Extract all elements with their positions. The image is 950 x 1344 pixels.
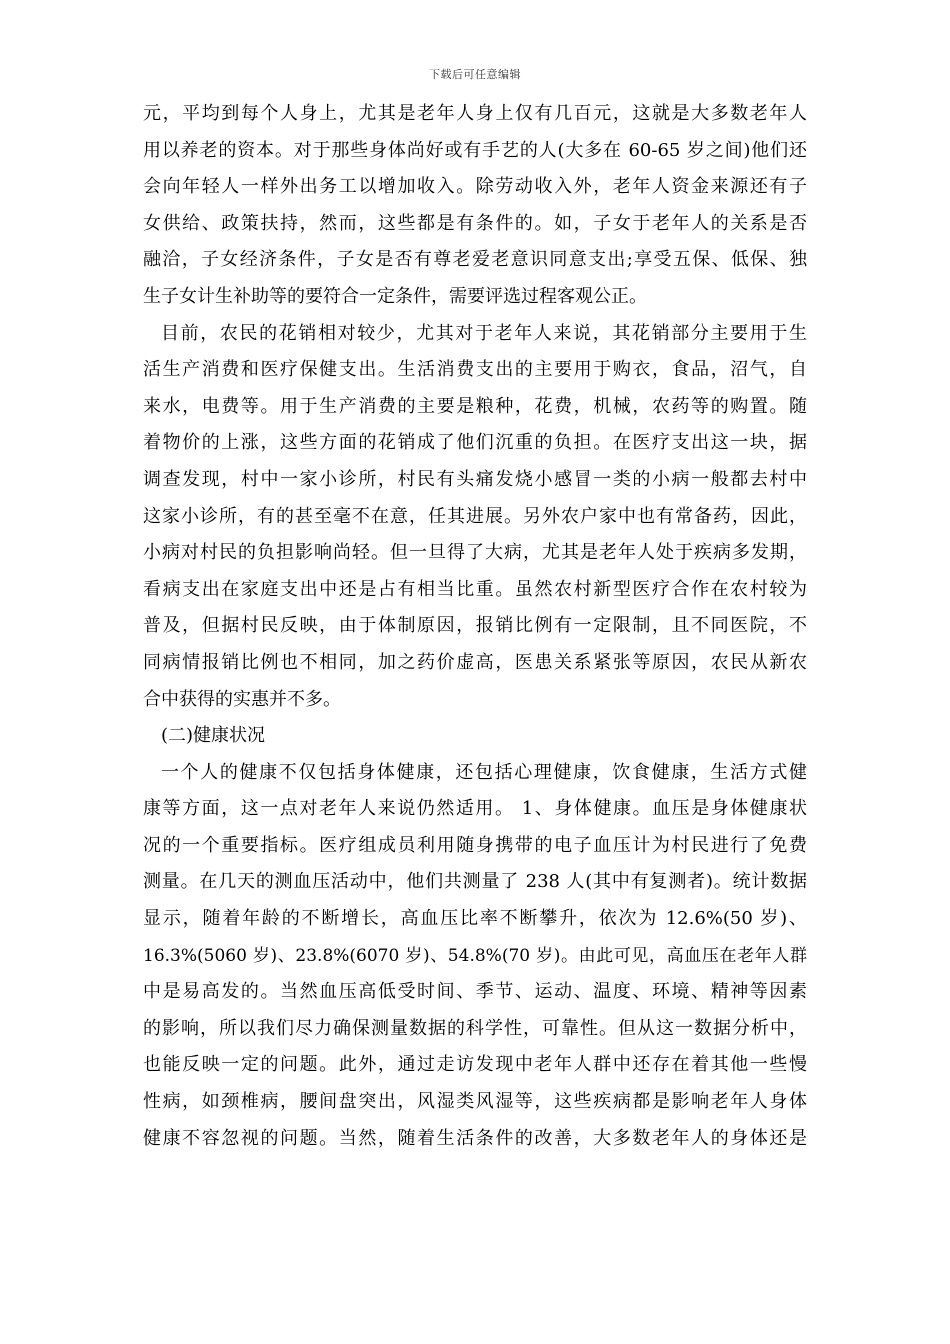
text-line: 16.3%(5060 岁)、23.8%(6070 岁)、54.8%(70 岁)。由此可见，高血压在老年人群 (143, 945, 807, 966)
text-line: 元，平均到每个人身上，尤其是老年人身上仅有几百元，这就是大多数老年人 (143, 103, 807, 124)
text-line: 目前，农民的花销相对较少，尤其对于老年人来说，其花销部分主要用于生 (161, 322, 807, 344)
text-line: 显示，随着年龄的不断增长，高血压比率不断攀升，依次为 12.6%(50 岁)、 (143, 908, 807, 930)
text-line: 着物价的上涨，这些方面的花销成了他们沉重的负担。在医疗支出这一块，据 (143, 432, 807, 454)
text-line: 这家小诊所，有的甚至毫不在意，任其进展。另外农户家中也有常备药，因此， (143, 505, 807, 527)
text-line: 调查发现，村中一家小诊所，村民有头痛发烧小感冒一类的小病一般都去村中 (143, 468, 807, 490)
text-line: 性病，如颈椎病，腰间盘突出，风湿类风湿等，这些疾病都是影响老年人身体 (143, 1091, 807, 1113)
text-line: 活生产消费和医疗保健支出。生活消费支出的主要用于购衣，食品，沼气，自 (143, 359, 807, 381)
text-line: 一个人的健康不仅包括身体健康，还包括心理健康，饮食健康，生活方式健 (161, 761, 807, 783)
text-line: 用以养老的资本。对于那些身体尚好或有手艺的人(大多在 60-65 岁之间)他们还 (143, 139, 807, 161)
page-header: 下载后可任意编辑 (429, 68, 521, 81)
text-line: 也能反映一定的问题。此外，通过走访发现中老年人群中还存在着其他一些慢 (143, 1054, 807, 1076)
text-line: 融洽，子女经济条件，子女是否有尊老爱老意识同意支出;享受五保、低保、独 (143, 249, 807, 271)
text-line: 看病支出在家庭支出中还是占有相当比重。虽然农村新型医疗合作在农村较为 (143, 578, 807, 600)
section-heading: (二)健康状况 (161, 725, 266, 747)
text-line: 康等方面，这一点对老年人来说仍然适用。 1、身体健康。血压是身体健康状 (143, 798, 807, 820)
text-line: 生子女计生补助等的要符合一定条件，需要评选过程客观公正。 (143, 285, 647, 307)
document-body (143, 96, 807, 1157)
text-line: 况的一个重要指标。医疗组成员利用随身携带的电子血压计为村民进行了免费 (143, 834, 807, 856)
text-line: 测量。在几天的测血压活动中，他们共测量了 238 人(其中有复测者)。统计数据 (143, 871, 807, 893)
text-line: 健康不容忽视的问题。当然，随着生活条件的改善，大多数老年人的身体还是 (143, 1127, 807, 1149)
text-line: 合中获得的实惠并不多。 (143, 688, 341, 710)
text-line: 的影响，所以我们尽力确保测量数据的科学性，可靠性。但从这一数据分析中， (143, 1017, 807, 1039)
text-line: 女供给、政策扶持，然而，这些都是有条件的。如，子女于老年人的关系是否 (143, 212, 807, 234)
text-line: 小病对村民的负担影响尚轻。但一旦得了大病，尤其是老年人处于疾病多发期， (143, 542, 807, 564)
text-line: 会向年轻人一样外出务工以增加收入。除劳动收入外，老年人资金来源还有子 (143, 176, 807, 198)
text-line: 中是易高发的。当然血压高低受时间、季节、运动、温度、环境、精神等因素 (143, 981, 807, 1003)
text-line: 普及，但据村民反映，由于体制原因，报销比例有一定限制，且不同医院，不 (143, 615, 807, 637)
text-line: 来水，电费等。用于生产消费的主要是粮种，花费，机械，农药等的购置。随 (143, 395, 807, 417)
text-line: 同病情报销比例也不相同，加之药价虚高，医患关系紧张等原因，农民从新农 (143, 651, 807, 673)
